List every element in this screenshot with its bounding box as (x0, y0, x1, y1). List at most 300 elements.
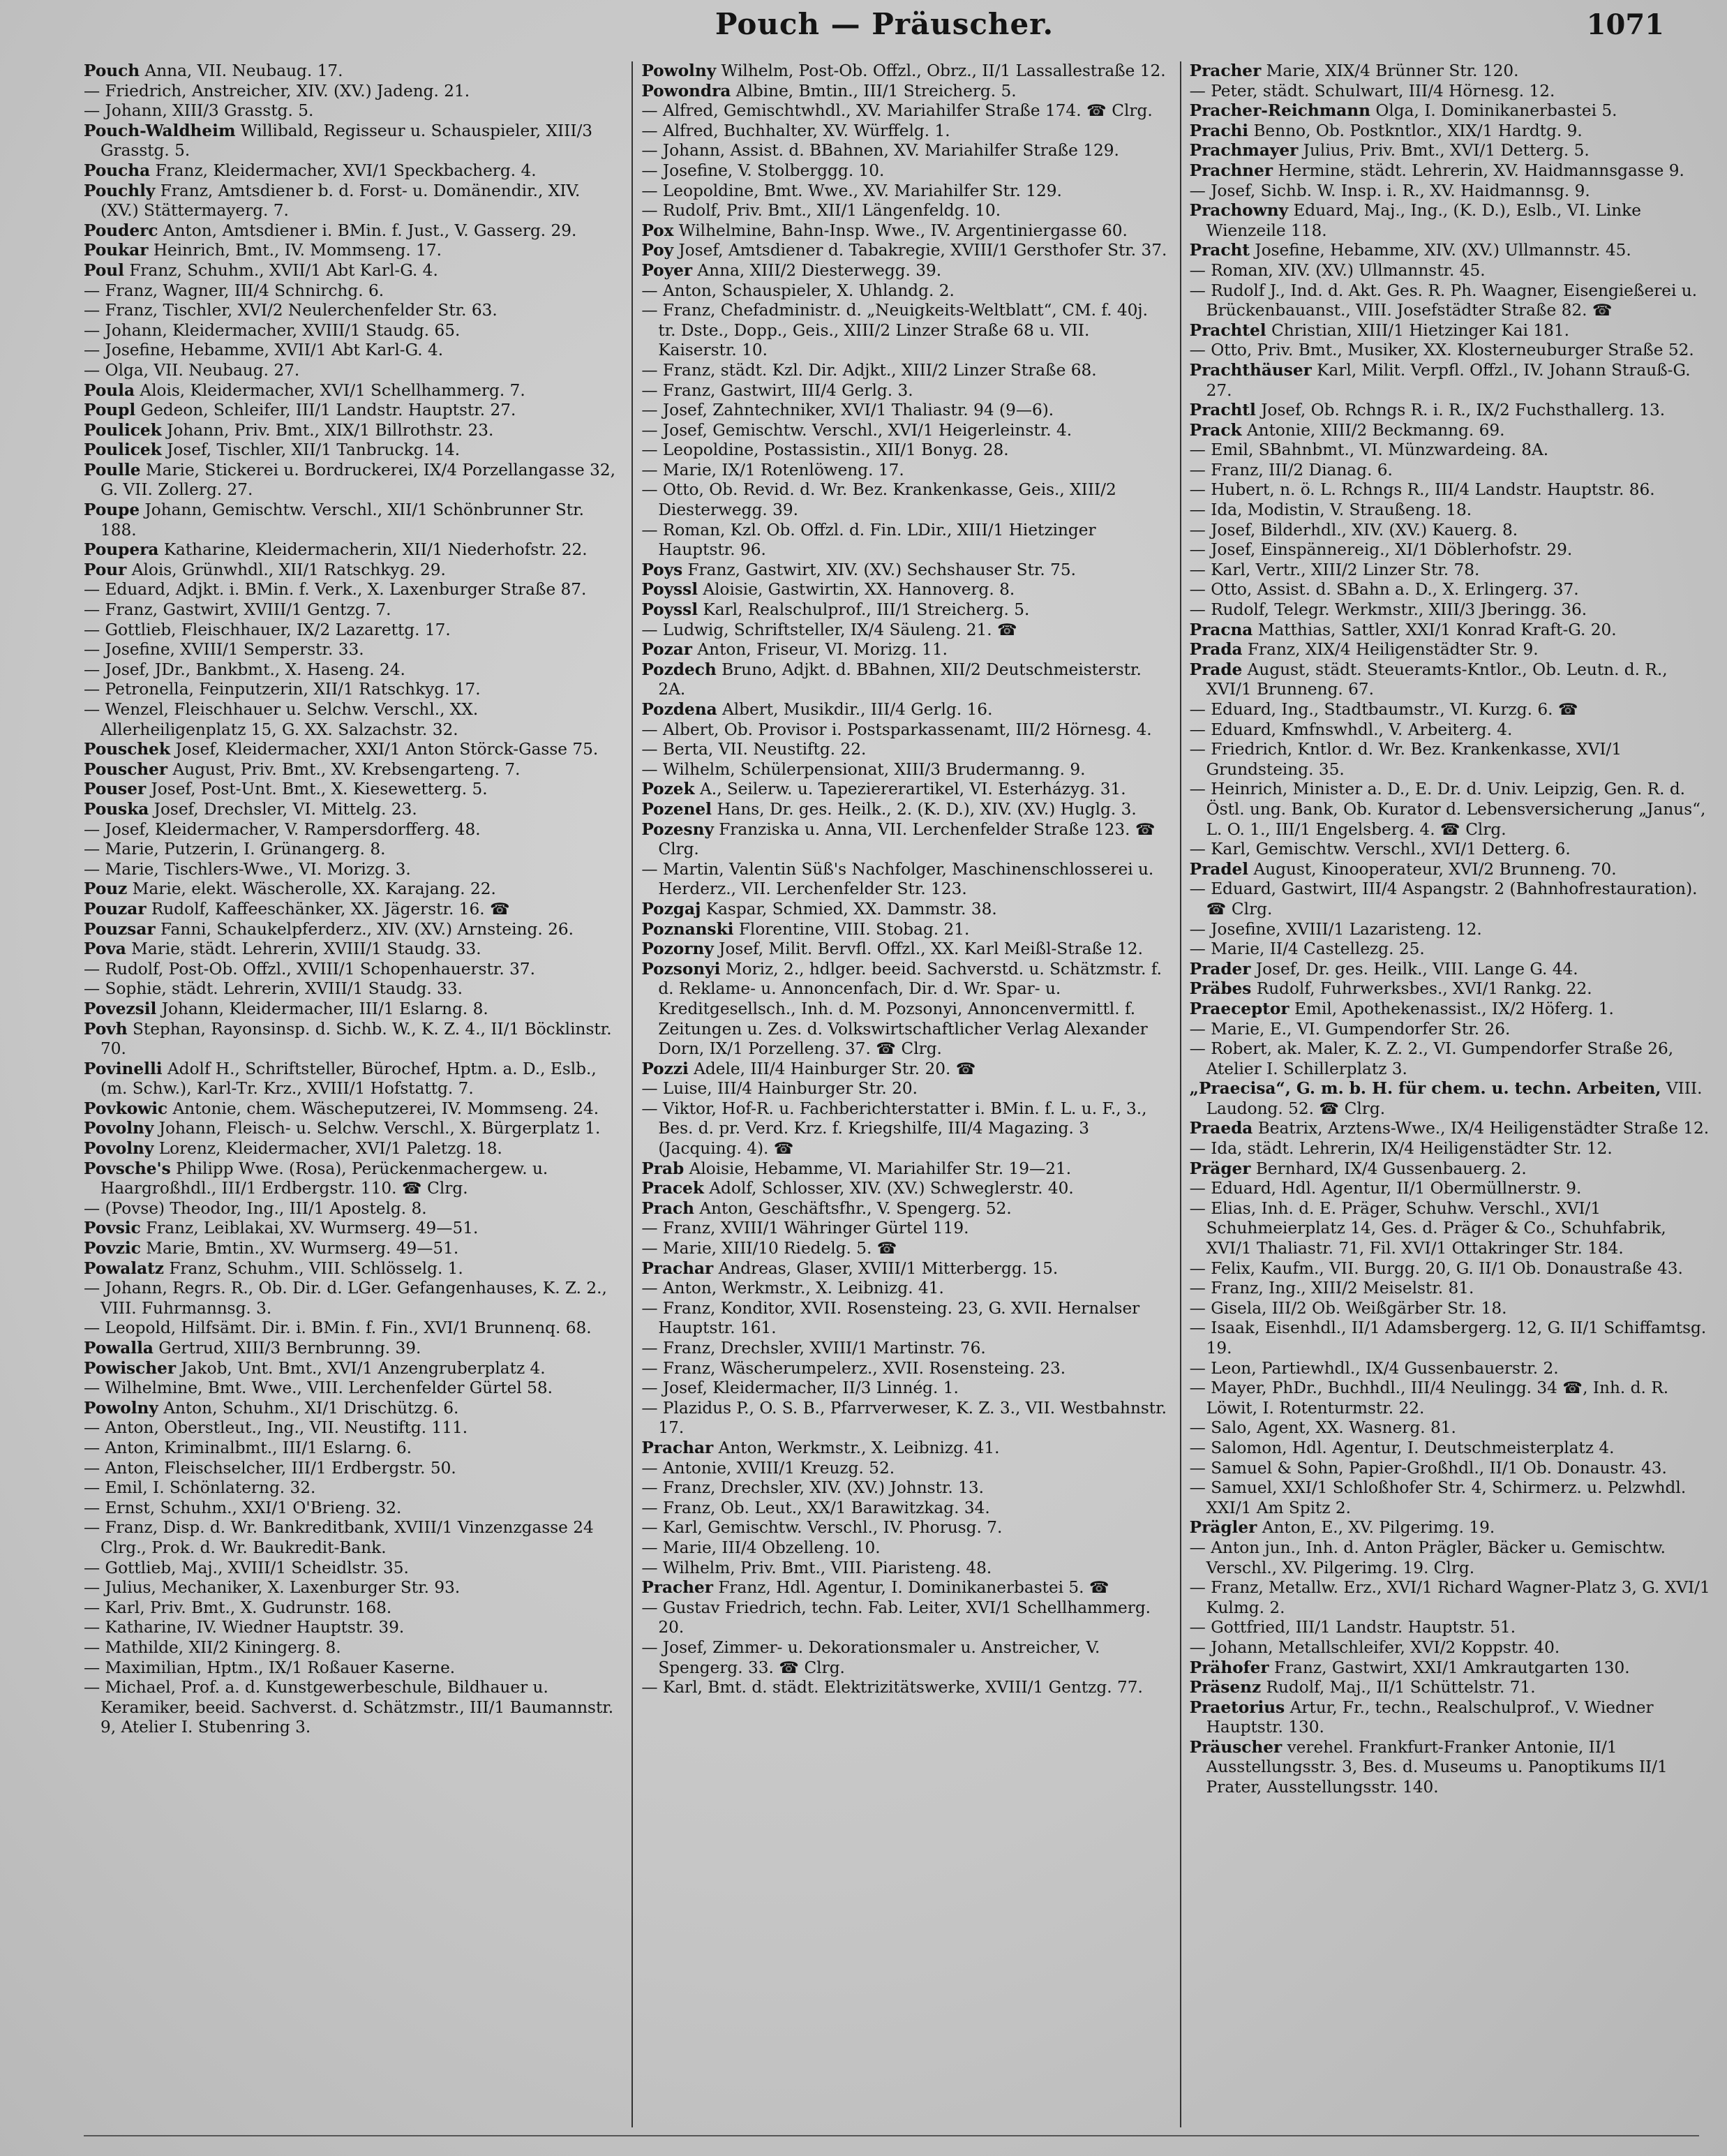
directory-entry (1190, 1259, 1717, 1279)
directory-entry (641, 1159, 1168, 1180)
entry-details: — Franz, III/2 Dianag. 6. (1189, 460, 1393, 479)
directory-entry (641, 1538, 1168, 1559)
directory-entry (641, 381, 1168, 401)
directory-entry (84, 381, 618, 401)
entry-details: — Wilhelmine, Bmt. Wwe., VIII. Lerchenfelder Gürtel 58. (84, 1378, 553, 1398)
directory-entry (641, 760, 1168, 780)
entry-details: Franziska u. Anna, VII. Lerchenfelder Straße 123. ☎ Clrg. (658, 819, 1156, 859)
directory-entry (84, 161, 618, 181)
entry-details: Anna, XIII/2 Diesterwegg. 39. (692, 260, 942, 280)
directory-entry (84, 1099, 618, 1120)
entry-details: — Olga, VII. Neubaug. 27. (84, 360, 300, 380)
directory-entry (84, 1658, 618, 1679)
directory-entry (84, 640, 618, 660)
entry-details: Johann, Fleisch- u. Selchw. Verschl., X. Bürgerplatz 1. (154, 1119, 601, 1138)
directory-entry (1190, 1179, 1717, 1199)
entry-surname: Praeda (1189, 1119, 1253, 1138)
directory-entry (84, 321, 618, 341)
entry-surname: Prachmayer (1189, 141, 1299, 161)
entry-details: — Leopoldine, Postassistin., XII/1 Bonyg. 28. (641, 440, 1009, 460)
entry-details: — Elias, Inh. d. E. Präger, Schuhw. Verschl., XVI/1 Schuhmeierplatz 14, Ges. d. Präger & Co., Schuhfabrik, XVI/1 Thaliastr. 71, Fil. XVI/1 Ottakringer Str. 184. (1189, 1198, 1666, 1258)
entry-details: Marie, Bmtin., XV. Wurmserg. 49—51. (140, 1239, 459, 1258)
entry-details: — Eduard, Adjkt. i. BMin. f. Verk., X. Laxenburger Straße 87. (84, 580, 587, 600)
directory-entry (1190, 1039, 1717, 1079)
directory-entry (641, 660, 1168, 700)
directory-entry (1190, 480, 1717, 500)
directory-entry (84, 1499, 618, 1519)
directory-entry (1190, 540, 1717, 560)
directory-entry (641, 1678, 1168, 1698)
entry-details: — Josef, Kleidermacher, II/3 Linnég. 1. (641, 1378, 959, 1398)
directory-entry (1190, 860, 1717, 880)
directory-entry (1190, 939, 1717, 960)
entry-details: Fanni, Schaukelpferderz., XIV. (XV.) Arnsteing. 26. (155, 919, 574, 939)
entry-surname: „Praecisa“, G. m. b. H. für chem. u. techn. Arbeiten, (1189, 1079, 1661, 1099)
directory-entry (641, 281, 1168, 302)
entry-details: Gertrud, XIII/3 Bernbrunng. 39. (153, 1339, 421, 1358)
directory-entry (641, 640, 1168, 660)
entry-surname: Poula (84, 380, 135, 400)
entry-surname: Prachowny (1189, 201, 1289, 221)
entry-details: — Johann, Assist. d. BBahnen, XV. Mariahilfer Straße 129. (641, 141, 1119, 161)
entry-details: August, städt. Steueramts-Kntlor., Ob. Leutn. d. R., XVI/1 Brunneng. 67. (1206, 660, 1668, 699)
entry-surname: Prachtl (1189, 401, 1256, 420)
column-middle (631, 61, 1168, 2127)
directory-entry (1190, 1658, 1717, 1679)
directory-entry (84, 780, 618, 800)
directory-entry (1190, 1119, 1717, 1139)
directory-entry (84, 1359, 618, 1379)
entry-details: — Marie, E., VI. Gumpendorfer Str. 26. (1189, 1019, 1511, 1039)
entry-surname: Praetorius (1189, 1697, 1285, 1717)
entry-details: Wilhelmine, Bahn-Insp. Wwe., IV. Argentiniergasse 60. (673, 221, 1128, 240)
entry-details: — Josef, JDr., Bankbmt., X. Haseng. 24. (84, 660, 405, 679)
directory-entry (84, 979, 618, 999)
entry-details: — Otto, Priv. Bmt., Musiker, XX. Klosterneuburger Straße 52. (1189, 341, 1694, 360)
directory-entry (84, 1618, 618, 1638)
directory-entry (641, 1279, 1168, 1299)
entry-details: — Luise, III/4 Hainburger Str. 20. (641, 1079, 918, 1099)
entry-details: Josef, Kleidermacher, XXI/1 Anton Störck-Gasse 75. (170, 740, 599, 759)
directory-entry (84, 101, 618, 121)
directory-entry (1190, 1578, 1717, 1618)
entry-details: — Friedrich, Kntlor. d. Wr. Bez. Krankenkasse, XVI/1 Grundsteing. 35. (1189, 740, 1622, 779)
directory-entry (84, 580, 618, 600)
entry-details: — Franz, Wagner, III/4 Schnirchg. 6. (84, 281, 384, 300)
directory-entry (84, 301, 618, 321)
directory-entry (84, 461, 618, 500)
entry-details: — Anton, Oberstleut., Ing., VII. Neustiftg. 111. (84, 1418, 468, 1438)
directory-entry (641, 1399, 1168, 1438)
entry-surname: Pozar (641, 640, 693, 660)
entry-details: — Eduard, Gastwirt, III/4 Aspangstr. 2 (Bahnhofrestauration). ☎ Clrg. (1189, 879, 1698, 919)
entry-surname: Pracher (641, 1578, 713, 1598)
entry-details: — Alfred, Buchhalter, XV. Würffelg. 1. (641, 121, 950, 140)
directory-entry (1190, 620, 1717, 641)
directory-entry (641, 161, 1168, 181)
entry-details: Franz, Gastwirt, XXI/1 Amkrautgarten 130. (1269, 1658, 1630, 1677)
directory-entry (84, 1199, 618, 1219)
entry-surname: Povzic (84, 1239, 141, 1258)
directory-entry (84, 879, 618, 900)
directory-entry (1190, 281, 1717, 321)
directory-entry (84, 500, 618, 540)
directory-entry (641, 1438, 1168, 1459)
entry-surname: Prach (641, 1198, 694, 1218)
directory-entry (1190, 660, 1717, 700)
entry-details: Adolf H., Schriftsteller, Bürochef, Hptm. a. D., Eslb., (m. Schw.), Karl-Tr. Krz., XVIII/1 Hofstattg. 7. (100, 1059, 597, 1099)
entry-details: — Franz, Disp. d. Wr. Bankreditbank, XVIII/1 Vinzenzgasse 24 Clrg., Prok. d. Wr. Baukredit-Bank. (84, 1518, 594, 1557)
entry-details: — Roman, XIV. (XV.) Ullmannstr. 45. (1189, 260, 1486, 280)
entry-surname: Pouz (84, 879, 128, 899)
entry-details: Josef, Amtsdiener d. Tabakregie, XVIII/1 Gersthofer Str. 37. (673, 241, 1167, 260)
entry-details: — Otto, Assist. d. SBahn a. D., X. Erlingerg. 37. (1189, 580, 1579, 600)
directory-entry (641, 141, 1168, 161)
entry-surname: Praeceptor (1189, 999, 1289, 1018)
directory-entry (84, 1459, 618, 1479)
entry-details: — Hubert, n. ö. L. Rchngs R., III/4 Landstr. Hauptstr. 86. (1189, 480, 1655, 500)
entry-details: Bernhard, IX/4 Gussenbauerg. 2. (1250, 1159, 1527, 1178)
directory-entry (1190, 440, 1717, 461)
entry-surname: Pox (641, 221, 674, 240)
bottom-rule (84, 2135, 1699, 2136)
directory-entry (1190, 979, 1717, 999)
entry-surname: Poucha (84, 161, 151, 180)
entry-details: Anton, Werkmstr., X. Leibnizg. 41. (713, 1438, 1000, 1457)
entry-details: — Marie, Tischlers-Wwe., VI. Morizg. 3. (84, 859, 411, 879)
directory-entry (1190, 700, 1717, 720)
entry-details: Marie, Stickerei u. Bordruckerei, IX/4 Porzellangasse 32, G. VII. Zollerg. 27. (100, 460, 616, 500)
entry-details: — Julius, Mechaniker, X. Laxenburger Str. 93. (84, 1578, 461, 1598)
entry-details: — Josef, Kleidermacher, V. Rampersdorfferg. 48. (84, 819, 481, 839)
entry-details: — Franz, Chefadministr. d. „Neuigkeits-Weltblatt“, CM. f. 40j. tr. Dste., Dopp., Geis., XIII/2 Linzer Straße 68 u. VII. Kaiserstr. 10. (641, 301, 1148, 360)
entry-surname: Povsic (84, 1219, 141, 1238)
entry-details: — Robert, ak. Maler, K. Z. 2., VI. Gumpendorfer Straße 26, Atelier I. Schillerplatz 3. (1189, 1039, 1674, 1078)
directory-entry (84, 421, 618, 441)
directory-entry (1190, 82, 1717, 102)
entry-details: — Franz, städt. Kzl. Dir. Adjkt., XIII/2 Linzer Straße 68. (641, 360, 1097, 380)
entry-surname: Povolny (84, 1119, 154, 1138)
directory-entry (641, 421, 1168, 441)
directory-entry (84, 540, 618, 560)
entry-details: — Anton, Kriminalbmt., III/1 Eslarng. 6. (84, 1438, 412, 1457)
directory-entry (84, 440, 618, 461)
entry-details: — Sophie, städt. Lehrerin, XVIII/1 Staudg. 33. (84, 979, 463, 999)
entry-surname: Pozenel (641, 799, 712, 819)
entry-details: Rudolf, Maj., II/1 Schüttelstr. 71. (1261, 1678, 1536, 1697)
entry-details: — Franz, Metallw. Erz., XVI/1 Richard Wagner-Platz 3, G. XVI/1 Kulmg. 2. (1189, 1578, 1710, 1617)
entry-surname: Powolny (84, 1398, 158, 1418)
running-head: Pouch — Präuscher. (715, 7, 1054, 41)
directory-entry (1190, 920, 1717, 940)
directory-entry (84, 1418, 618, 1438)
entry-details: — Salo, Agent, XX. Wasnerg. 81. (1189, 1418, 1456, 1438)
directory-entry (1190, 1618, 1717, 1638)
directory-entry (84, 261, 618, 281)
directory-entry (1190, 1518, 1717, 1538)
entry-surname: Präbes (1189, 979, 1252, 999)
directory-entry (1190, 600, 1717, 620)
entry-details: Anton, Amtsdiener i. BMin. f. Just., V. Gasserg. 29. (158, 221, 577, 240)
entry-details: — Josef, Zimmer- u. Dekorationsmaler u. Anstreicher, V. Spengerg. 33. ☎ Clrg. (641, 1637, 1100, 1677)
entry-details: — Josef, Bilderhdl., XIV. (XV.) Kauerg. 8. (1189, 520, 1518, 540)
entry-details: — Wilhelm, Priv. Bmt., VIII. Piaristeng. 48. (641, 1558, 992, 1577)
directory-entry (84, 221, 618, 241)
directory-entry (641, 1459, 1168, 1479)
entry-details: — Gottlieb, Maj., XVIII/1 Scheidlstr. 35. (84, 1558, 409, 1577)
entry-details: — Josefine, Hebamme, XVII/1 Abt Karl-G. 4. (84, 341, 444, 360)
entry-details: — Franz, Ing., XIII/2 Meiselstr. 81. (1189, 1279, 1474, 1298)
entry-details: — Eduard, Ing., Stadtbaumstr., VI. Kurzg. 6. ☎ (1189, 700, 1578, 719)
entry-details: Franz, Schuhm., XVII/1 Abt Karl-G. 4. (124, 260, 438, 280)
entry-surname: Prachar (641, 1438, 714, 1457)
page-header (84, 7, 1685, 56)
entry-details: Josefine, Hebamme, XIV. (XV.) Ullmannstr. 45. (1250, 241, 1631, 260)
directory-entry (1190, 740, 1717, 780)
directory-entry (641, 181, 1168, 202)
entry-surname: Poyer (641, 260, 693, 280)
directory-entry (84, 1060, 618, 1099)
directory-entry (1190, 261, 1717, 281)
entry-details: Rudolf, Fuhrwerksbes., XVI/1 Rankg. 22. (1251, 979, 1592, 999)
entry-details: — Karl, Gemischtw. Verschl., IV. Phorusg. 7. (641, 1518, 1003, 1538)
entry-details: Alois, Kleidermacher, XVI/1 Schellhammerg. 7. (134, 380, 525, 400)
entry-details: — Peter, städt. Schulwart, III/4 Hörnesg. 12. (1189, 81, 1555, 101)
directory-entry (641, 401, 1168, 421)
directory-entry (641, 860, 1168, 900)
entry-details: — Josef, Gemischtw. Verschl., XVI/1 Heigerleinstr. 4. (641, 420, 1072, 440)
entry-details: — Leon, Partiewhdl., IX/4 Gussenbauerstr. 2. (1189, 1358, 1559, 1378)
directory-entry (641, 82, 1168, 102)
entry-details: — Franz, Ob. Leut., XX/1 Barawitzkag. 34. (641, 1498, 990, 1517)
entry-surname: Poulicek (84, 420, 162, 440)
entry-details: — Ludwig, Schriftsteller, IX/4 Säuleng. 21. ☎ (641, 620, 1017, 639)
directory-entry (1190, 1199, 1717, 1259)
directory-entry (641, 920, 1168, 940)
entry-details: — Marie, III/4 Obzelleng. 10. (641, 1538, 881, 1557)
entry-details: — Ida, städt. Lehrerin, IX/4 Heiligenstädter Str. 12. (1189, 1139, 1613, 1159)
entry-details: — Alfred, Gemischtwhdl., XV. Mariahilfer Straße 174. ☎ Clrg. (641, 101, 1153, 121)
entry-surname: Pozgaj (641, 899, 701, 919)
entry-details: — Josefine, XVIII/1 Lazaristeng. 12. (1189, 919, 1482, 939)
directory-entry (641, 939, 1168, 960)
directory-entry (84, 1518, 618, 1558)
entry-surname: Präuscher (1189, 1737, 1283, 1757)
entry-details: Heinrich, Bmt., IV. Mommseng. 17. (148, 241, 442, 260)
directory-entry (1190, 1139, 1717, 1159)
directory-entry (84, 281, 618, 302)
entry-surname: Pracna (1189, 620, 1253, 639)
directory-entry (1190, 560, 1717, 581)
entry-details: — Anton, Werkmstr., X. Leibnizg. 41. (641, 1279, 944, 1298)
entry-surname: Prachthäuser (1189, 360, 1312, 380)
entry-surname: Pozzi (641, 1059, 689, 1078)
directory-entry (84, 241, 618, 261)
entry-details: Josef, Tischler, XII/1 Tanbruckg. 14. (161, 440, 461, 460)
entry-surname: Pradel (1189, 859, 1249, 879)
directory-entry (84, 1578, 618, 1598)
entry-details: — Marie, XIII/10 Riedelg. 5. ☎ (641, 1239, 897, 1258)
entry-surname: Pozdena (641, 700, 717, 719)
entry-details: Marie, XIX/4 Brünner Str. 120. (1261, 61, 1519, 80)
directory-entry (84, 1239, 618, 1259)
directory-entry (1190, 421, 1717, 441)
entry-details: — Karl, Priv. Bmt., X. Gudrunstr. 168. (84, 1598, 392, 1617)
entry-details: — Marie, Putzerin, I. Grünangerg. 8. (84, 840, 386, 859)
entry-surname: Povh (84, 1019, 128, 1039)
entry-details: Andreas, Glaser, XVIII/1 Mitterbergg. 15. (713, 1258, 1059, 1278)
entry-surname: Prachi (1189, 121, 1249, 140)
entry-details: — Franz, Drechsler, XIV. (XV.) Johnstr. 13. (641, 1478, 985, 1498)
directory-entry (641, 1299, 1168, 1339)
directory-entry (84, 999, 618, 1020)
entry-details: Hans, Dr. ges. Heilk., 2. (K. D.), XIV. (XV.) Huglg. 3. (711, 799, 1137, 819)
directory-entry (1190, 1538, 1717, 1578)
directory-entry (641, 1099, 1168, 1159)
directory-entry (1190, 161, 1717, 181)
entry-details: — Josefine, XVIII/1 Semperstr. 33. (84, 640, 364, 660)
directory-entry (84, 680, 618, 700)
directory-entry (1190, 1738, 1717, 1798)
entry-details: — Mayer, PhDr., Buchhdl., III/4 Neulingg. 34 ☎, Inh. d. R. Löwit, I. Rotenturmstr. 22. (1189, 1378, 1669, 1418)
directory-entry (1190, 521, 1717, 541)
entry-details: — Martin, Valentin Süß's Nachfolger, Maschinenschlosserei u. Herderz., VII. Lerchenfelder Str. 123. (641, 859, 1154, 899)
entry-details: Johann, Kleidermacher, III/1 Eslarng. 8. (156, 999, 488, 1018)
directory-entry (641, 221, 1168, 241)
entry-details: — Salomon, Hdl. Agentur, I. Deutschmeisterplatz 4. (1189, 1438, 1615, 1457)
directory-entry (641, 440, 1168, 461)
directory-entry (1190, 780, 1717, 840)
entry-details: Franz, Amtsdiener b. d. Forst- u. Domänendir., XIV. (XV.) Stättermayerg. 7. (100, 181, 581, 221)
directory-entry (1190, 879, 1717, 919)
entry-details: — Karl, Bmt. d. städt. Elektrizitätswerke, XVIII/1 Gentzg. 77. (641, 1678, 1143, 1697)
entry-details: Benno, Ob. Postkntlor., XIX/1 Hardtg. 9. (1248, 121, 1583, 140)
directory-entry (84, 1318, 618, 1339)
directory-entry (84, 660, 618, 681)
directory-entry (641, 740, 1168, 760)
entry-details: — Franz, Wäscherumpelerz., XVII. Rosensteing. 23. (641, 1358, 1066, 1378)
directory-entry (84, 600, 618, 620)
entry-surname: Povolny (84, 1139, 154, 1159)
directory-entry (1190, 500, 1717, 521)
directory-entry (641, 1638, 1168, 1678)
entry-details: Willibald, Regisseur u. Schauspieler, XIII/3 Grasstg. 5. (100, 121, 593, 161)
entry-details: — Franz, Gastwirt, XVIII/1 Gentzg. 7. (84, 600, 391, 620)
entry-surname: Poulle (84, 460, 141, 479)
directory-entry (641, 900, 1168, 920)
directory-entry (84, 1399, 618, 1419)
entry-surname: Powolny (641, 61, 717, 80)
entry-details: VIII. Laudong. 52. ☎ Clrg. (1206, 1079, 1703, 1118)
entry-surname: Prachner (1189, 161, 1273, 180)
entry-surname: Pouzar (84, 899, 147, 919)
directory-entry (1190, 960, 1717, 980)
directory-entry (1190, 321, 1717, 341)
entry-surname: Powalatz (84, 1258, 164, 1278)
directory-entry (641, 1578, 1168, 1598)
entry-details: — Gustav Friedrich, techn. Fab. Leiter, XVI/1 Schellhammerg. 20. (641, 1598, 1151, 1637)
entry-surname: Povezsil (84, 999, 157, 1018)
entry-details: — Felix, Kaufm., VII. Burgg. 20, G. II/1 Ob. Donaustraße 43. (1189, 1258, 1683, 1278)
entry-details: Kaspar, Schmied, XX. Dammstr. 38. (701, 899, 997, 919)
entry-surname: Pozdech (641, 660, 717, 679)
directory-entry (84, 760, 618, 780)
directory-entry (1190, 141, 1717, 161)
entry-surname: Prack (1189, 420, 1242, 440)
directory-entry (1190, 840, 1717, 860)
entry-details: Albine, Bmtin., III/1 Streicherg. 5. (731, 81, 1017, 101)
directory-entry (641, 1518, 1168, 1538)
directory-entry (1190, 1459, 1717, 1479)
entry-details: Marie, städt. Lehrerin, XVIII/1 Staudg. 33. (126, 939, 481, 959)
directory-entry (641, 61, 1168, 82)
directory-columns (84, 61, 1717, 2127)
entry-details: August, Priv. Bmt., XV. Krebsengarteng. 7. (167, 759, 521, 779)
entry-details: — Antonie, XVIII/1 Kreuzg. 52. (641, 1458, 895, 1478)
entry-details: — Johann, Kleidermacher, XVIII/1 Staudg. 65. (84, 320, 461, 340)
directory-entry (1190, 61, 1717, 82)
directory-entry (84, 121, 618, 161)
directory-entry (1190, 580, 1717, 600)
directory-entry (84, 740, 618, 760)
entry-details: Olga, I. Dominikanerbastei 5. (1370, 101, 1617, 121)
directory-entry (1190, 201, 1717, 241)
entry-details: Matthias, Sattler, XXI/1 Konrad Kraft-G. 20. (1253, 620, 1617, 639)
entry-surname: Pouscher (84, 759, 168, 779)
entry-details: Franz, Leiblakai, XV. Wurmserg. 49—51. (140, 1219, 479, 1238)
entry-surname: Pova (84, 939, 126, 959)
directory-entry (641, 1179, 1168, 1199)
entry-surname: Poy (641, 241, 674, 260)
directory-entry (641, 1219, 1168, 1239)
entry-details: Karl, Milit. Verpfl. Offzl., IV. Johann Strauß-G. 27. (1206, 360, 1691, 400)
directory-entry (641, 1199, 1168, 1219)
entry-details: Josef, Post-Unt. Bmt., X. Kiesewetterg. 5. (146, 780, 488, 799)
entry-details: Christian, XIII/1 Hietzinger Kai 181. (1266, 320, 1570, 340)
entry-details: — Heinrich, Minister a. D., E. Dr. d. Univ. Leipzig, Gen. R. d. Östl. ung. Bank, Ob. Kurator d. Lebensversicherung „Janus“, L. O. 1., III/1 Engelsberg. 4. ☎ Clrg. (1189, 780, 1706, 839)
entry-surname: Pouch-Waldheim (84, 121, 236, 140)
entry-details: — Otto, Ob. Revid. d. Wr. Bez. Krankenkasse, Geis., XIII/2 Diesterwegg. 39. (641, 480, 1116, 520)
directory-entry (641, 121, 1168, 142)
entry-details: — Emil, SBahnbmt., VI. Münzwardeing. 8A. (1189, 440, 1549, 460)
directory-entry (641, 1478, 1168, 1499)
directory-entry (1190, 1299, 1717, 1319)
directory-entry (641, 1339, 1168, 1359)
entry-details: Franz, Schuhm., VIII. Schlösselg. 1. (163, 1258, 463, 1278)
entry-details: — Wilhelm, Schülerpensionat, XIII/3 Brudermanng. 9. (641, 759, 1086, 779)
entry-details: — (Povse) Theodor, Ing., III/1 Apostelg. 8. (84, 1198, 427, 1218)
entry-surname: Poukar (84, 241, 149, 260)
directory-entry (1190, 401, 1717, 421)
entry-details: — Wenzel, Fleischhauer u. Selchw. Verschl., XX. Allerheiligenplatz 15, G. XX. Salzachstr. 32. (84, 700, 479, 739)
directory-entry (641, 261, 1168, 281)
entry-details: — Eduard, Kmfnswhdl., V. Arbeiterg. 4. (1189, 720, 1513, 739)
entry-details: Hermine, städt. Lehrerin, XV. Haidmannsgasse 9. (1273, 161, 1684, 180)
directory-entry (641, 1559, 1168, 1579)
entry-details: Philipp Wwe. (Rosa), Perückenmachergew. u. Haargroßhdl., III/1 Erdbergstr. 110. ☎ Clrg. (100, 1159, 548, 1198)
entry-details: — Franz, Tischler, XVI/2 Neulerchenfelder Str. 63. (84, 301, 498, 320)
directory-entry (84, 341, 618, 361)
directory-entry (641, 521, 1168, 560)
entry-details: A., Seilerw. u. Tapeziererartikel, VI. Esterházyg. 31. (694, 780, 1126, 799)
entry-details: Adolf, Schlosser, XIV. (XV.) Schweglerstr. 40. (703, 1179, 1074, 1198)
directory-entry (641, 820, 1168, 860)
directory-entry (84, 1438, 618, 1459)
directory-entry (641, 1598, 1168, 1638)
entry-details: — Josef, Zahntechniker, XVI/1 Thaliastr. 94 (9—6). (641, 401, 1054, 420)
entry-details: — Viktor, Hof-R. u. Fachberichterstatter i. BMin. f. L. u. F., 3., Bes. d. pr. Verd. Krz. f. Kriegshilfe, III/4 Magazing. 3 (Jacquing. 4). ☎ (641, 1099, 1147, 1159)
directory-entry (84, 1259, 618, 1279)
